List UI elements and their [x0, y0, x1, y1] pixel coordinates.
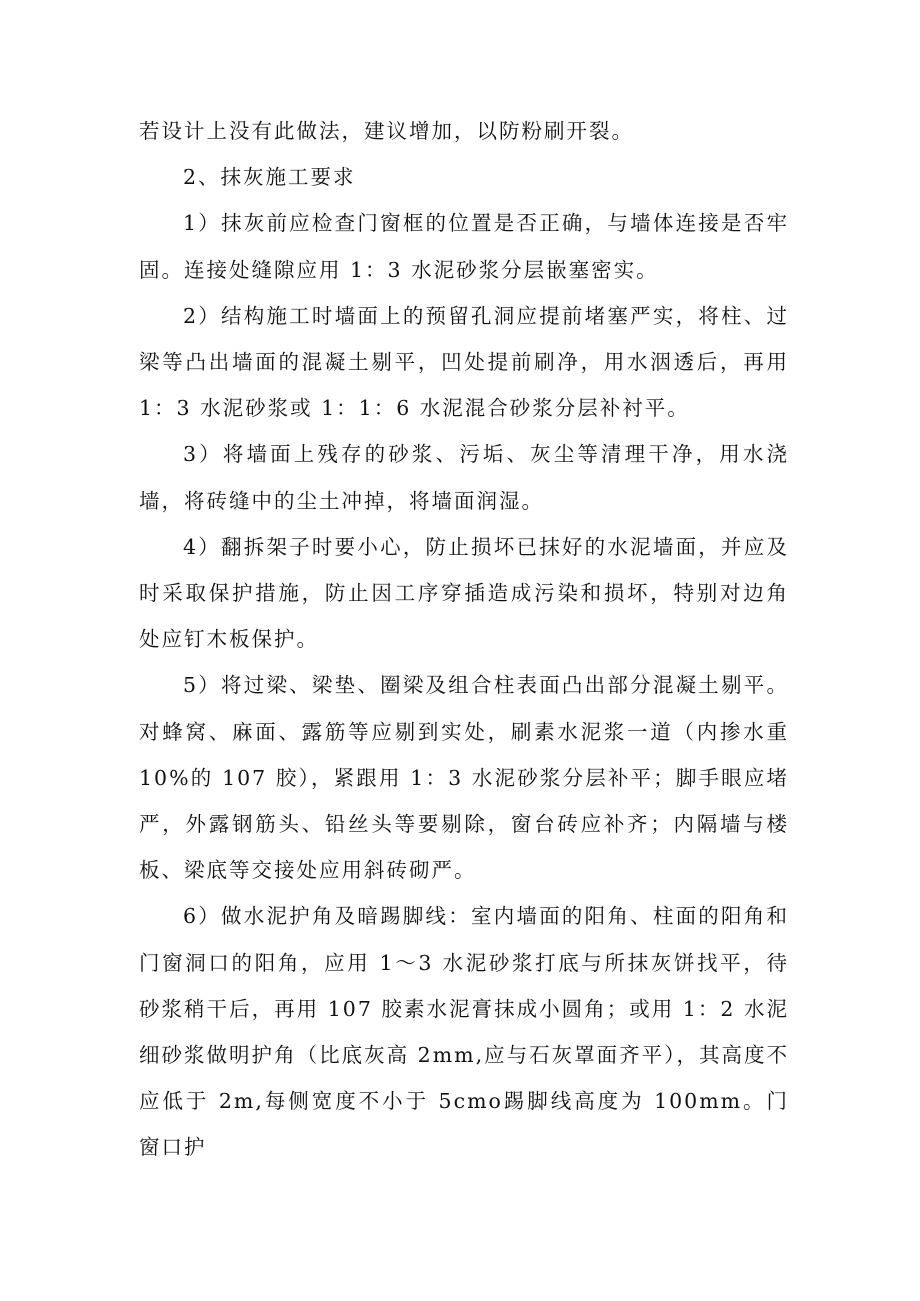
- paragraph-item-6: 6）做水泥护角及暗踢脚线：室内墙面的阳角、柱面的阳角和门窗洞口的阳角，应用 1～3 水泥砂浆打底与所抹灰饼找平，待砂浆稍干后，再用 107 胶素水泥膏抹成小圆角；或用 1：2 水泥细砂浆做明护角（比底灰高 2mm,应与石灰罩面齐平），其高度不应低于 2m,每侧宽度不小于 5cmo踢脚线高度为 100mm。门窗口护: [139, 904, 789, 1160]
- section-heading: 2、抹灰施工要求: [183, 165, 356, 190]
- paragraph-item-3: 3）将墙面上残存的砂浆、污垢、灰尘等清理干净，用水浇墙，将砖缝中的尘土冲掉，将墙面润湿。: [139, 442, 789, 513]
- paragraph-item-4: 4）翻拆架子时要小心，防止损坏已抹好的水泥墙面，并应及时采取保护措施，防止因工序穿插造成污染和损坏，特别对边角处应钉木板保护。: [139, 534, 789, 652]
- paragraph-item-5: 5）将过梁、梁垫、圈梁及组合柱表面凸出部分混凝土剔平。对蜂窝、麻面、露筋等应剔到实处，刷素水泥浆一道（内掺水重 10%的 107 胶），紧跟用 1：3 水泥砂浆分层补平；脚手眼应堵严，外露钢筋头、铅丝头等要剔除，窗台砖应补齐；内隔墙与楼板、梁底等交接处应用斜砖砌严。: [139, 673, 789, 883]
- paragraph-continuation: 若设计上没有此做法，建议增加，以防粉刷开裂。: [139, 119, 634, 143]
- document-body: [139, 108, 789, 1171]
- paragraph-item-2: 2）结构施工时墙面上的预留孔洞应提前堵塞严实，将柱、过梁等凸出墙面的混凝土剔平，凹处提前刷净，用水洇透后，再用 1：3 水泥砂浆或 1：1：6 水泥混合砂浆分层补衬平。: [139, 303, 789, 421]
- paragraph-item-1: 1）抹灰前应检查门窗框的位置是否正确，与墙体连接是否牢固。连接处缝隙应用 1：3 水泥砂浆分层嵌塞密实。: [139, 211, 789, 282]
